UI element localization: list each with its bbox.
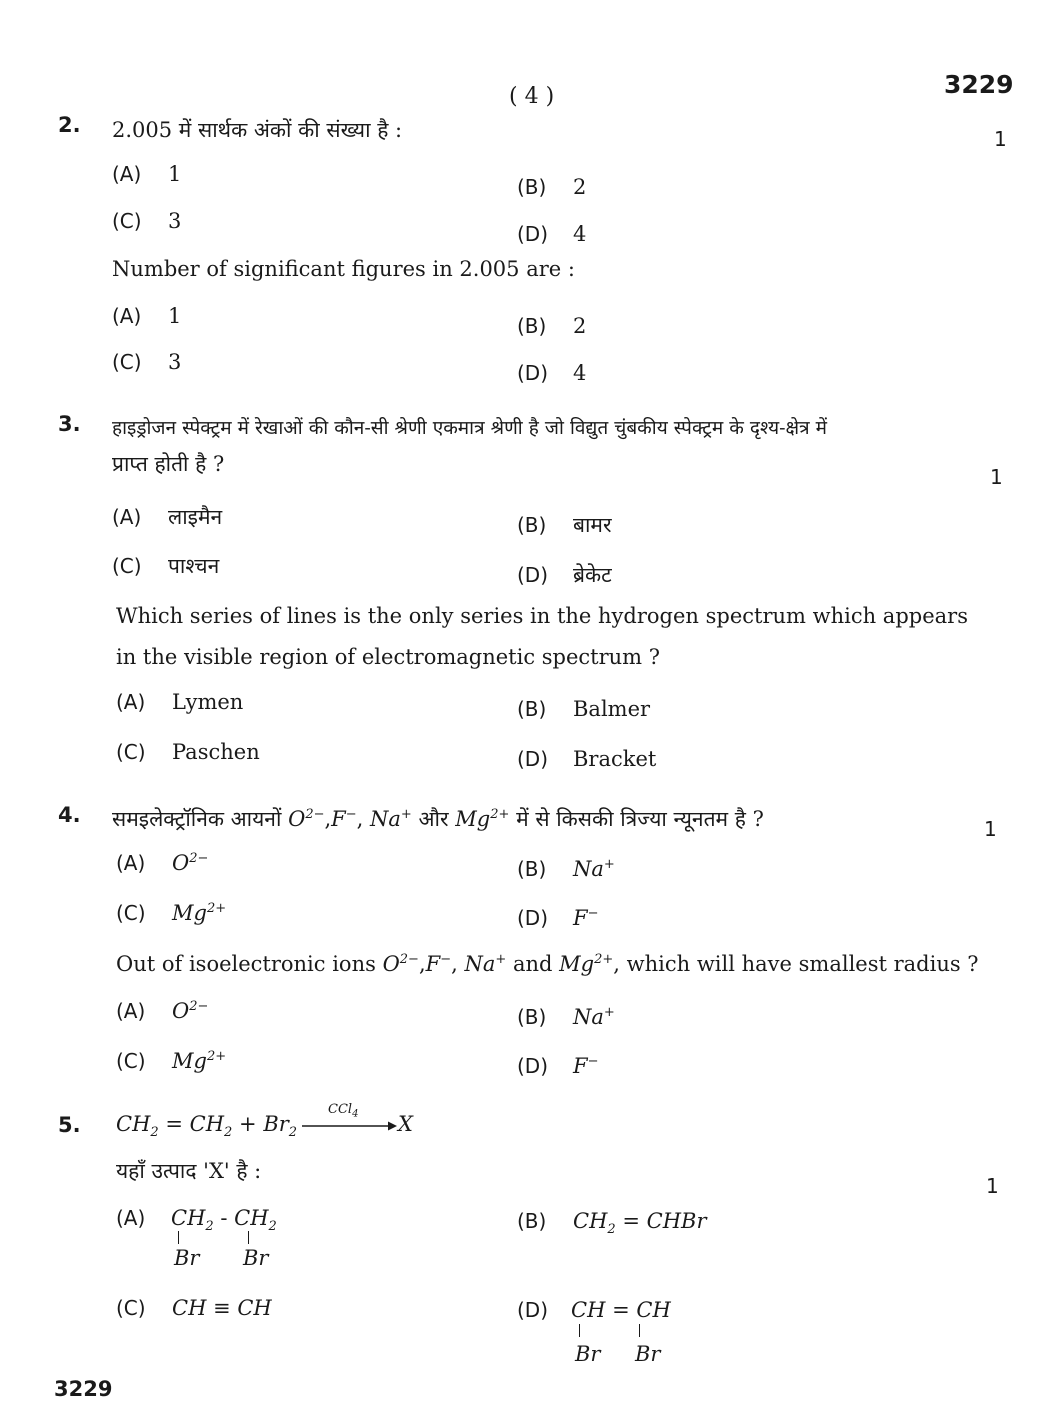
option-label: (B) [517, 697, 547, 721]
subscript: 2 [150, 1125, 159, 1141]
option-b [517, 175, 586, 199]
option-a [112, 503, 222, 531]
option-label: (D) [517, 222, 549, 246]
catalyst-formula: CCl [328, 1102, 353, 1117]
option-label: (D) [517, 1054, 549, 1078]
option-text [172, 851, 208, 875]
ion-charge: + [495, 952, 507, 967]
option-label: (B) [517, 314, 547, 338]
ion-symbol: F [331, 807, 346, 831]
option-label: (B) [517, 175, 547, 199]
question-marks: 1 [990, 465, 1003, 489]
ion-charge: + [603, 857, 615, 872]
separator: , [356, 807, 371, 831]
option-text: 3 [168, 350, 182, 374]
option-text: 2 [573, 175, 587, 199]
question-text-english-line2: in the visible region of electromagnetic spectrum ? [116, 645, 661, 669]
option-text [573, 906, 598, 930]
option-text [172, 1049, 226, 1073]
ion-charge: − [345, 807, 357, 822]
carbon-group: CHBr [646, 1209, 707, 1233]
option-label: (C) [116, 1296, 146, 1320]
ion-charge: 2− [189, 999, 209, 1014]
ion-symbol: F [573, 1054, 588, 1078]
option-label: (C) [116, 740, 146, 764]
ion-symbol: F [573, 906, 588, 930]
catalyst-label [328, 1102, 358, 1120]
option-text [573, 1005, 615, 1029]
option-a-formula [171, 1206, 277, 1234]
ion-sodium [464, 952, 506, 976]
vertical-bond [248, 1231, 249, 1244]
option-label: (B) [517, 1005, 547, 1029]
option-text [573, 1209, 707, 1238]
ion-charge: − [440, 952, 452, 967]
option-c [116, 1296, 272, 1320]
ion-symbol: O [172, 999, 190, 1023]
option-label: (C) [116, 1049, 146, 1073]
ion-charge: − [587, 906, 599, 921]
ion-symbol: Na [464, 952, 496, 976]
ion-charge: 2− [305, 807, 325, 822]
reaction-arrow-icon [302, 1120, 398, 1132]
ion-magnesium [559, 952, 613, 976]
carbon-group: CH [234, 1206, 269, 1230]
option-b [517, 1005, 615, 1029]
page-number: ( 4 ) [509, 84, 555, 109]
double-bond: = [165, 1112, 183, 1136]
option-label: (A) [116, 690, 146, 714]
option-d-formula [571, 1298, 671, 1322]
reactant-br: Br [263, 1112, 289, 1136]
text-prefix: समइलेक्ट्रॉनिक आयनों [112, 807, 282, 831]
option-label: (B) [517, 513, 547, 537]
ion-charge: 2+ [206, 901, 227, 916]
carbon-group: CH [636, 1298, 671, 1322]
option-b [517, 1209, 707, 1237]
ion-symbol: Mg [172, 901, 207, 925]
question-text-hindi [112, 805, 764, 833]
ion-symbol: Mg [455, 807, 491, 831]
question-text-english [116, 952, 979, 976]
subscript: 2 [205, 1219, 214, 1235]
option-label: (A) [112, 304, 142, 328]
question-number: 2. [58, 113, 81, 137]
option-a [116, 999, 208, 1023]
question-number: 5. [58, 1113, 81, 1137]
reaction-equation [116, 1112, 297, 1140]
option-label: (B) [517, 857, 547, 881]
option-a [112, 304, 181, 328]
option-c [116, 1049, 226, 1073]
separator: , [324, 807, 332, 831]
option-text [573, 857, 615, 881]
option-text: बामर [573, 513, 612, 537]
option-label: (C) [112, 209, 142, 233]
ion-fluoride [426, 952, 451, 976]
option-label: (D) [517, 361, 549, 385]
subscript: 2 [607, 1222, 616, 1238]
option-b [517, 314, 586, 338]
ion-symbol: F [425, 952, 441, 976]
option-text: Lymen [172, 690, 244, 714]
ion-charge: 2+ [490, 807, 510, 822]
ion-symbol: O [172, 851, 190, 875]
option-label: (D) [517, 1298, 549, 1322]
ion-charge: + [400, 807, 412, 822]
ion-charge: 2+ [206, 1049, 227, 1064]
option-c [116, 740, 260, 764]
option-a [116, 690, 243, 714]
option-text: 1 [168, 304, 182, 328]
question-text-english: Number of significant figures in 2.005 are : [112, 257, 575, 281]
option-text: पाश्चन [168, 554, 220, 578]
subscript: 2 [268, 1219, 277, 1235]
question-number: 3. [58, 412, 81, 436]
option-d [517, 361, 586, 385]
option-label: (D) [517, 747, 549, 771]
text-suffix: , which will have smallest radius ? [613, 952, 979, 976]
option-text [573, 1054, 598, 1078]
option-a [116, 851, 208, 875]
option-label: (A) [116, 851, 146, 875]
carbon-group: CH [571, 1298, 606, 1322]
bromine-substituent: Br [174, 1246, 200, 1270]
single-bond: - [220, 1206, 228, 1230]
vertical-bond [579, 1324, 580, 1337]
ion-oxide [288, 807, 324, 831]
option-c [116, 901, 226, 925]
paper-code-footer: 3229 [54, 1377, 113, 1401]
option-text: CH ≡ CH [172, 1296, 272, 1320]
bromine-substituent: Br [243, 1246, 269, 1270]
question-marks: 1 [984, 817, 997, 841]
text-suffix: में से किसकी त्रिज्या न्यूनतम है ? [516, 807, 764, 831]
double-bond: = [622, 1209, 640, 1233]
text-prefix: Out of isoelectronic ions [116, 952, 376, 976]
ion-symbol: O [382, 952, 400, 976]
option-text [172, 901, 226, 925]
option-text: 1 [168, 162, 182, 186]
option-label: (C) [112, 554, 142, 578]
paper-code-header: 3229 [944, 70, 1014, 99]
option-c [112, 552, 219, 580]
question-marks: 1 [994, 127, 1007, 151]
question-marks: 1 [986, 1174, 999, 1198]
question-text-hindi-line2: प्राप्त होती है ? [112, 452, 225, 476]
ion-symbol: Na [573, 857, 604, 881]
ion-symbol: Na [370, 807, 401, 831]
separator: , [451, 952, 465, 976]
ion-charge: 2− [189, 851, 209, 866]
question-number: 4. [58, 803, 81, 827]
option-d [517, 561, 612, 589]
product-x: X [398, 1112, 413, 1136]
option-c [112, 209, 181, 233]
question-text-hindi: 2.005 में सार्थक अंकों की संख्या है : [112, 118, 403, 142]
option-label: (B) [517, 1209, 547, 1233]
ion-charge: 2− [399, 952, 419, 967]
option-text [172, 999, 208, 1023]
option-d [517, 747, 656, 771]
option-text: लाइमैन [168, 505, 223, 529]
conjunction: and [512, 952, 553, 976]
carbon-group: CH [171, 1206, 206, 1230]
vertical-bond [178, 1231, 179, 1244]
ion-charge: + [603, 1005, 615, 1020]
option-a [116, 1206, 172, 1230]
plus-sign: + [239, 1112, 257, 1136]
subscript: 2 [224, 1125, 233, 1141]
option-text: 4 [573, 361, 587, 385]
option-a [112, 162, 181, 186]
subscript: 4 [352, 1108, 359, 1120]
ion-symbol: Na [573, 1005, 604, 1029]
option-text: 3 [168, 209, 182, 233]
ion-symbol: Mg [559, 952, 595, 976]
option-b [517, 857, 615, 881]
question-text-hindi-line1: हाइड्रोजन स्पेक्ट्रम में रेखाओं की कौन-सी श्रेणी एकमात्र श्रेणी है जो विद्युत चुंबकीय स्पेक्ट्रम के दृश्य-क्षेत्र में [112, 417, 828, 439]
reactant-ch: CH [116, 1112, 151, 1136]
ion-fluoride [331, 807, 356, 831]
option-d [517, 1298, 573, 1322]
reactant-ch: CH [189, 1112, 225, 1136]
vertical-bond [639, 1324, 640, 1337]
ion-charge: − [587, 1054, 599, 1069]
option-c [112, 350, 181, 374]
option-text: 2 [573, 314, 587, 338]
option-text: ब्रेकेट [573, 563, 612, 587]
ion-symbol: O [288, 807, 306, 831]
option-text: Paschen [172, 740, 260, 764]
option-text: Bracket [573, 747, 657, 771]
question-text-english-line1: Which series of lines is the only series in the hydrogen spectrum which appears [116, 604, 968, 628]
option-label: (A) [112, 505, 142, 529]
ion-charge: 2+ [594, 952, 614, 967]
option-d [517, 1054, 598, 1078]
separator: , [418, 952, 426, 976]
carbon-group: CH [573, 1209, 608, 1233]
option-label: (C) [112, 350, 142, 374]
ion-magnesium [455, 807, 509, 831]
option-label: (A) [112, 162, 142, 186]
subscript: 2 [288, 1125, 298, 1141]
option-d [517, 906, 598, 930]
option-label: (D) [517, 563, 549, 587]
option-label: (A) [116, 999, 146, 1023]
option-b [517, 511, 612, 539]
ion-symbol: Mg [172, 1049, 207, 1073]
option-label: (D) [517, 906, 549, 930]
option-d [517, 222, 586, 246]
double-bond: = [612, 1298, 630, 1322]
option-text: Balmer [573, 697, 651, 721]
option-label: (C) [116, 901, 146, 925]
option-label: (A) [116, 1206, 146, 1230]
ion-sodium [370, 807, 412, 831]
conjunction: और [418, 807, 449, 831]
bromine-substituent: Br [575, 1342, 601, 1366]
option-text: 4 [573, 222, 587, 246]
ion-oxide [383, 952, 419, 976]
question-text-hindi: यहाँ उत्पाद 'X' है : [116, 1159, 262, 1183]
option-b [517, 697, 650, 721]
bromine-substituent: Br [635, 1342, 661, 1366]
